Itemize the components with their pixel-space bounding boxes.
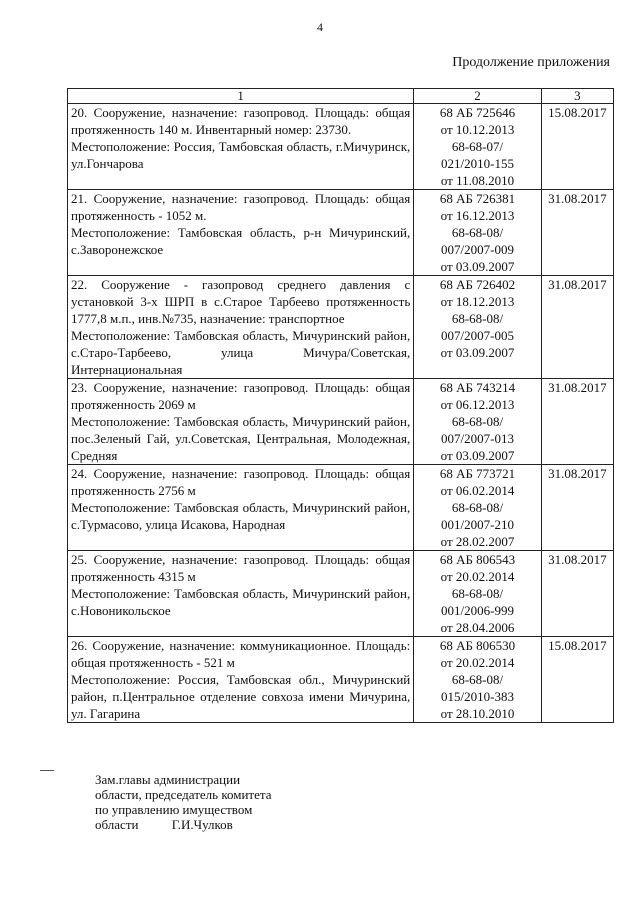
table-row xyxy=(68,637,614,723)
certificate-number: 68 АБ 726381 xyxy=(439,191,516,206)
registration-date: от 11.08.2010 xyxy=(440,173,515,188)
transfer-date: 31.08.2017 xyxy=(541,551,613,637)
column-header-1: 1 xyxy=(68,89,414,104)
certificate-date: от 10.12.2013 xyxy=(440,122,515,137)
location-text: Местоположение: Россия, Тамбовская обл., Мичуринский район, п.Центральное отделение совхоза имени Мичурина, ул. Гагарина xyxy=(71,672,411,721)
registration-number-part1: 68-68-08/ xyxy=(451,225,504,240)
registration-number-part1: 68-68-08/ xyxy=(451,500,504,515)
location-text: Местоположение: Тамбовская область, Мичуринский район, пос.Зеленый Гай, ул.Советская, Центральная, Молодежная, Средняя xyxy=(71,414,411,463)
description-text: 21. Сооружение, назначение: газопровод. Площадь: общая протяженность - 1052 м. xyxy=(71,191,411,223)
column-header-3: 3 xyxy=(541,89,613,104)
transfer-date: 15.08.2017 xyxy=(541,637,613,723)
continuation-title: Продолжение приложения xyxy=(452,55,610,70)
location-text: Местоположение: Россия, Тамбовская область, г.Мичуринск, ул.Гончарова xyxy=(71,139,411,171)
description-text: 26. Сооружение, назначение: коммуникационное. Площадь: общая протяженность - 521 м xyxy=(71,638,411,670)
registration-details xyxy=(414,276,541,379)
certificate-number: 68 АБ 806530 xyxy=(439,638,516,653)
table-row xyxy=(68,465,614,551)
certificate-date: от 20.02.2014 xyxy=(440,569,515,584)
registration-date: от 03.09.2007 xyxy=(440,259,515,274)
object-description xyxy=(68,276,414,379)
description-text: 23. Сооружение, назначение: газопровод. Площадь: общая протяженность 2069 м xyxy=(71,380,411,412)
registration-number-part2: 021/2010-155 xyxy=(441,156,514,171)
registration-number-part1: 68-68-08/ xyxy=(451,414,504,429)
table-row xyxy=(68,190,614,276)
transfer-date: 31.08.2017 xyxy=(541,465,613,551)
signature-block xyxy=(95,772,271,832)
column-header-2: 2 xyxy=(414,89,541,104)
registration-number-part2: 007/2007-005 xyxy=(441,328,514,343)
signer-position-line-1: Зам.главы администрации xyxy=(95,772,241,787)
certificate-number: 68 АБ 726402 xyxy=(439,277,516,292)
registration-number-part2: 001/2006-999 xyxy=(441,603,514,618)
signer-position-text: области xyxy=(95,817,139,832)
registration-details xyxy=(414,465,541,551)
registration-number-part1: 68-68-08/ xyxy=(451,311,504,326)
table-row xyxy=(68,379,614,465)
registration-number-part2: 001/2007-210 xyxy=(441,517,514,532)
object-description xyxy=(68,379,414,465)
location-text: Местоположение: Тамбовская область, р-н Мичуринский, с.Заворонежское xyxy=(71,225,411,257)
registration-number-part1: 68-68-08/ xyxy=(451,586,504,601)
registration-number-part1: 68-68-07/ xyxy=(451,139,504,154)
object-description xyxy=(68,465,414,551)
description-text: 25. Сооружение, назначение: газопровод. Площадь: общая протяженность 4315 м xyxy=(71,552,411,584)
registration-details xyxy=(414,104,541,190)
location-text: Местоположение: Тамбовская область, Мичуринский район, с.Старо-Тарбеево, улица Мичура/Советская, Интернациональная xyxy=(71,328,411,377)
certificate-number: 68 АБ 806543 xyxy=(439,552,516,567)
table-header-row xyxy=(68,89,614,104)
table-row xyxy=(68,104,614,190)
transfer-date: 15.08.2017 xyxy=(541,104,613,190)
transfer-date: 31.08.2017 xyxy=(541,276,613,379)
registration-number-part1: 68-68-08/ xyxy=(451,672,504,687)
certificate-date: от 20.02.2014 xyxy=(440,655,515,670)
table-row xyxy=(68,551,614,637)
registration-details xyxy=(414,551,541,637)
registration-date: от 28.04.2006 xyxy=(440,620,515,635)
property-table xyxy=(67,88,614,723)
registration-details xyxy=(414,379,541,465)
registration-details xyxy=(414,637,541,723)
location-text: Местоположение: Тамбовская область, Мичуринский район, с.Турмасово, улица Исакова, Народная xyxy=(71,500,411,532)
table-row xyxy=(68,276,614,379)
registration-number-part2: 007/2007-009 xyxy=(441,242,514,257)
page-number: 4 xyxy=(317,20,323,34)
certificate-date: от 16.12.2013 xyxy=(440,208,515,223)
object-description xyxy=(68,190,414,276)
registration-details xyxy=(414,190,541,276)
signer-name: Г.И.Чулков xyxy=(171,817,233,832)
signer-position-line-2: области, председатель комитета xyxy=(95,787,272,802)
transfer-date: 31.08.2017 xyxy=(541,190,613,276)
object-description xyxy=(68,104,414,190)
certificate-number: 68 АБ 773721 xyxy=(439,466,516,481)
certificate-number: 68 АБ 743214 xyxy=(439,380,516,395)
certificate-date: от 18.12.2013 xyxy=(440,294,515,309)
location-text: Местоположение: Тамбовская область, Мичуринский район, с.Новоникольское xyxy=(71,586,411,618)
object-description xyxy=(68,551,414,637)
certificate-date: от 06.12.2013 xyxy=(440,397,515,412)
registration-date: от 03.09.2007 xyxy=(440,448,515,463)
signer-position-line-4 xyxy=(95,817,271,832)
description-text: 24. Сооружение, назначение: газопровод. Площадь: общая протяженность 2756 м xyxy=(71,466,411,498)
registration-number-part2: 015/2010-383 xyxy=(441,689,514,704)
description-text: 20. Сооружение, назначение: газопровод. Площадь: общая протяженность 140 м. Инвентарный номер: 23730. xyxy=(71,105,411,137)
registration-date: от 28.10.2010 xyxy=(440,706,515,721)
certificate-number: 68 АБ 725646 xyxy=(439,105,516,120)
signer-position-line-3: по управлению имуществом xyxy=(95,802,253,817)
registration-date: от 03.09.2007 xyxy=(440,345,515,360)
certificate-date: от 06.02.2014 xyxy=(440,483,515,498)
transfer-date: 31.08.2017 xyxy=(541,379,613,465)
description-text: 22. Сооружение - газопровод среднего давления с установкой 3-х ШРП в с.Старое Тарбеево протяженность 1777,8 м.п., инв.№735, назначение: транспортное xyxy=(71,277,411,326)
registration-date: от 28.02.2007 xyxy=(440,534,515,549)
margin-mark xyxy=(40,770,54,771)
object-description xyxy=(68,637,414,723)
registration-number-part2: 007/2007-013 xyxy=(441,431,514,446)
